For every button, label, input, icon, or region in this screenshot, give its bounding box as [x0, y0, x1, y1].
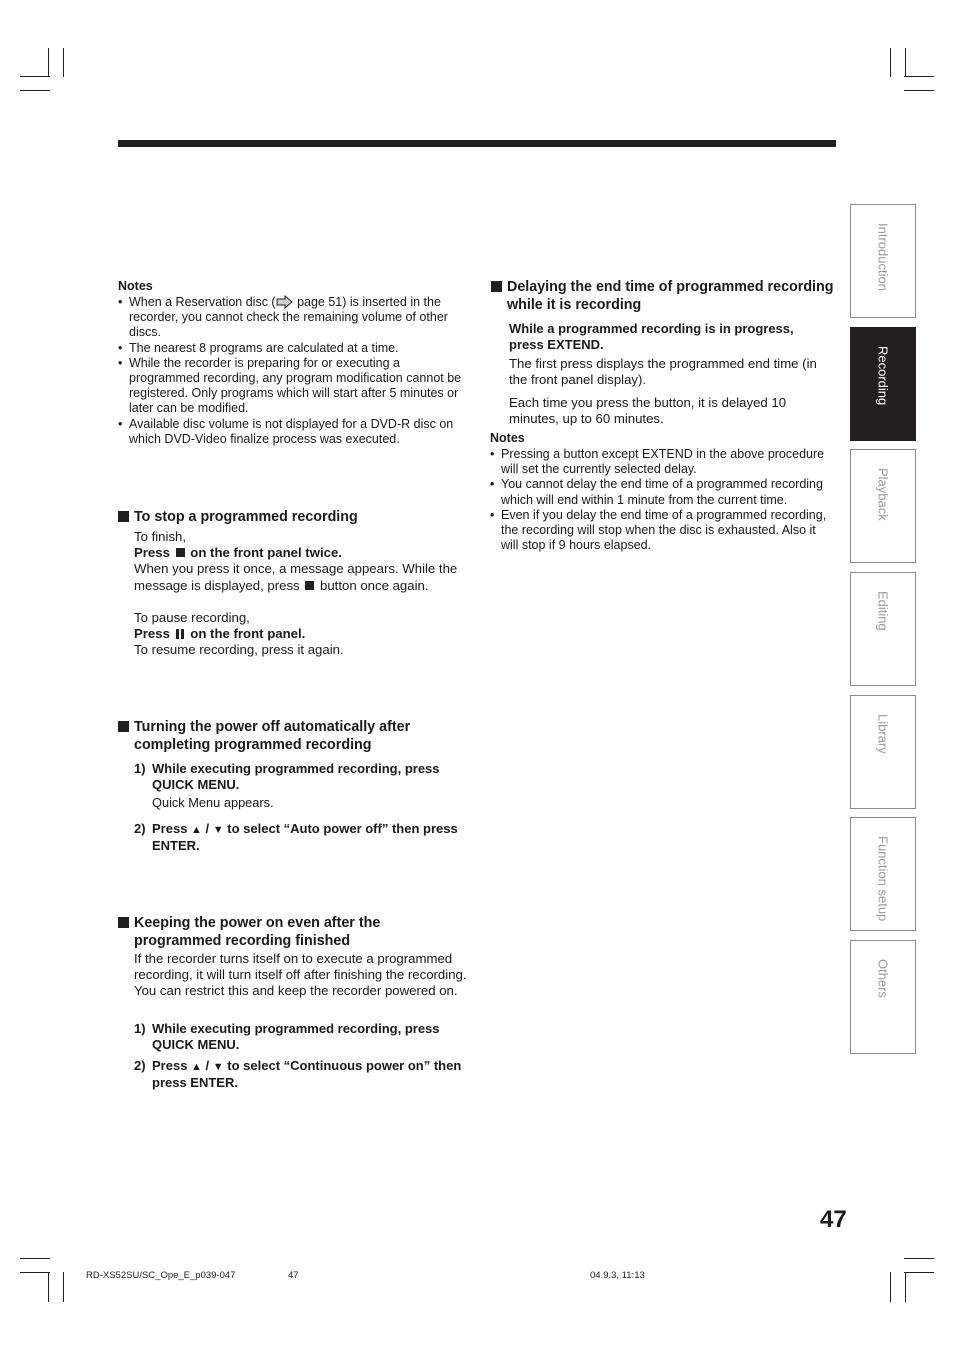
crop-mark [904, 1272, 934, 1273]
crop-mark [63, 1272, 64, 1302]
crop-mark [48, 1272, 49, 1302]
notes-list [490, 447, 836, 553]
tab-function-setup[interactable]: Function setup [850, 817, 916, 931]
stop-instruction: Press on the front panel twice. [134, 545, 342, 561]
tab-editing[interactable]: Editing [850, 572, 916, 686]
tab-recording[interactable]: Recording [850, 327, 916, 441]
crop-mark [20, 90, 50, 91]
crop-mark [20, 76, 50, 77]
keep-on-step-1: 1) While executing programmed recording, press QUICK MENU. [134, 1021, 440, 1052]
square-bullet-icon [491, 281, 502, 292]
pause-instruction: Press on the front panel. [134, 626, 306, 642]
note-item: • Pressing a button except EXTEND in the above procedure will set the currently selected delay. [490, 447, 836, 477]
tab-introduction[interactable]: Introduction [850, 204, 916, 318]
stop-icon [305, 581, 314, 590]
auto-off-step-2: 2) Press ▲ / ▼ to select “Auto power off” then press ENTER. [134, 821, 458, 853]
section-heading-delay: Delaying the end time of programmed recording while it is recording [491, 278, 857, 314]
tab-playback[interactable]: Playback [850, 449, 916, 563]
footer-page: 47 [288, 1270, 299, 1281]
crop-mark [904, 76, 934, 77]
crop-mark [904, 90, 934, 91]
down-arrow-icon: ▼ [212, 824, 224, 836]
arrow-right-icon [276, 295, 294, 309]
note-item: • Even if you delay the end time of a programmed recording, the recording will stop when the disc is exhausted. Also it will stop if 9 hours elapsed. [490, 508, 836, 554]
stop-message: When you press it once, a message appears. While the message is displayed, press button once again. [134, 561, 458, 593]
crop-mark [20, 1272, 50, 1273]
keep-on-body: If the recorder turns itself on to execute a programmed recording, it will turn itself off after finishing the recording. You can restrict this and keep the recorder powered on. [134, 951, 467, 999]
footer-date: 04.9.3, 11:13 [590, 1270, 645, 1281]
pause-icon [176, 629, 185, 639]
up-arrow-icon: ▲ [191, 1061, 202, 1073]
delay-subheading: While a programmed recording is in progress, press EXTEND. [509, 321, 794, 352]
right-notes [490, 431, 836, 553]
crop-mark [890, 48, 891, 77]
up-arrow-icon: ▲ [191, 824, 202, 836]
note-item: • When a Reservation disc ( page 51) is inserted in the recorder, you cannot check the remaining volume of other discs. [118, 295, 463, 341]
tab-library[interactable]: Library [850, 695, 916, 809]
note-item: • The nearest 8 programs are calculated at a time. [118, 341, 463, 356]
note-item: • Available disc volume is not displayed for a DVD-R disc on which DVD-Video finalize process was executed. [118, 417, 463, 447]
crop-mark [905, 1272, 906, 1302]
square-bullet-icon [118, 511, 129, 522]
square-bullet-icon [118, 917, 129, 928]
crop-mark [890, 1272, 891, 1302]
footer-file: RD-XS52SU/SC_Ope_E_p039-047 [86, 1270, 236, 1281]
section-heading-keep-on: Keeping the power on even after the programmed recording finished [118, 914, 479, 950]
tab-others[interactable]: Others [850, 940, 916, 1054]
page-number: 47 [820, 1206, 847, 1233]
keep-on-step-2: 2) Press ▲ / ▼ to select “Continuous power on” then press ENTER. [134, 1058, 462, 1090]
crop-mark [904, 1258, 934, 1259]
notes-title: Notes [490, 431, 525, 445]
crop-mark [48, 48, 49, 77]
section-heading-stop: To stop a programmed recording [118, 508, 479, 526]
section-heading-auto-off: Turning the power off automatically after completing programmed recording [118, 718, 479, 754]
stop-body: To finish, Press on the front panel twice. When you press it once, a message appears. While the message is displayed, press button once again. To pause recording, Press on the front panel. To resume recording, press it again. [134, 529, 464, 658]
delay-paragraph-2: Each time you press the button, it is delayed 10 minutes, up to 60 minutes. [509, 395, 787, 427]
stop-icon [176, 548, 185, 557]
auto-off-step-1: 1) While executing programmed recording, press QUICK MENU. [134, 761, 440, 792]
notes-title: Notes [118, 279, 153, 293]
crop-mark [905, 48, 906, 77]
header-rule [118, 140, 836, 147]
note-item: • While the recorder is preparing for or executing a programmed recording, any program modification cannot be registered. Only programs which will start after 5 minutes or later can be modified. [118, 356, 463, 417]
left-notes [118, 279, 463, 447]
crop-mark [20, 1258, 50, 1259]
crop-mark [63, 48, 64, 77]
notes-list [118, 295, 463, 447]
delay-paragraph-1: The first press displays the programmed end time (in the front panel display). [509, 356, 817, 388]
square-bullet-icon [118, 721, 129, 732]
note-item: • You cannot delay the end time of a programmed recording which will end within 1 minute from the current time. [490, 477, 836, 507]
auto-off-step-1-note: Quick Menu appears. [152, 795, 274, 810]
down-arrow-icon: ▼ [212, 1061, 224, 1073]
